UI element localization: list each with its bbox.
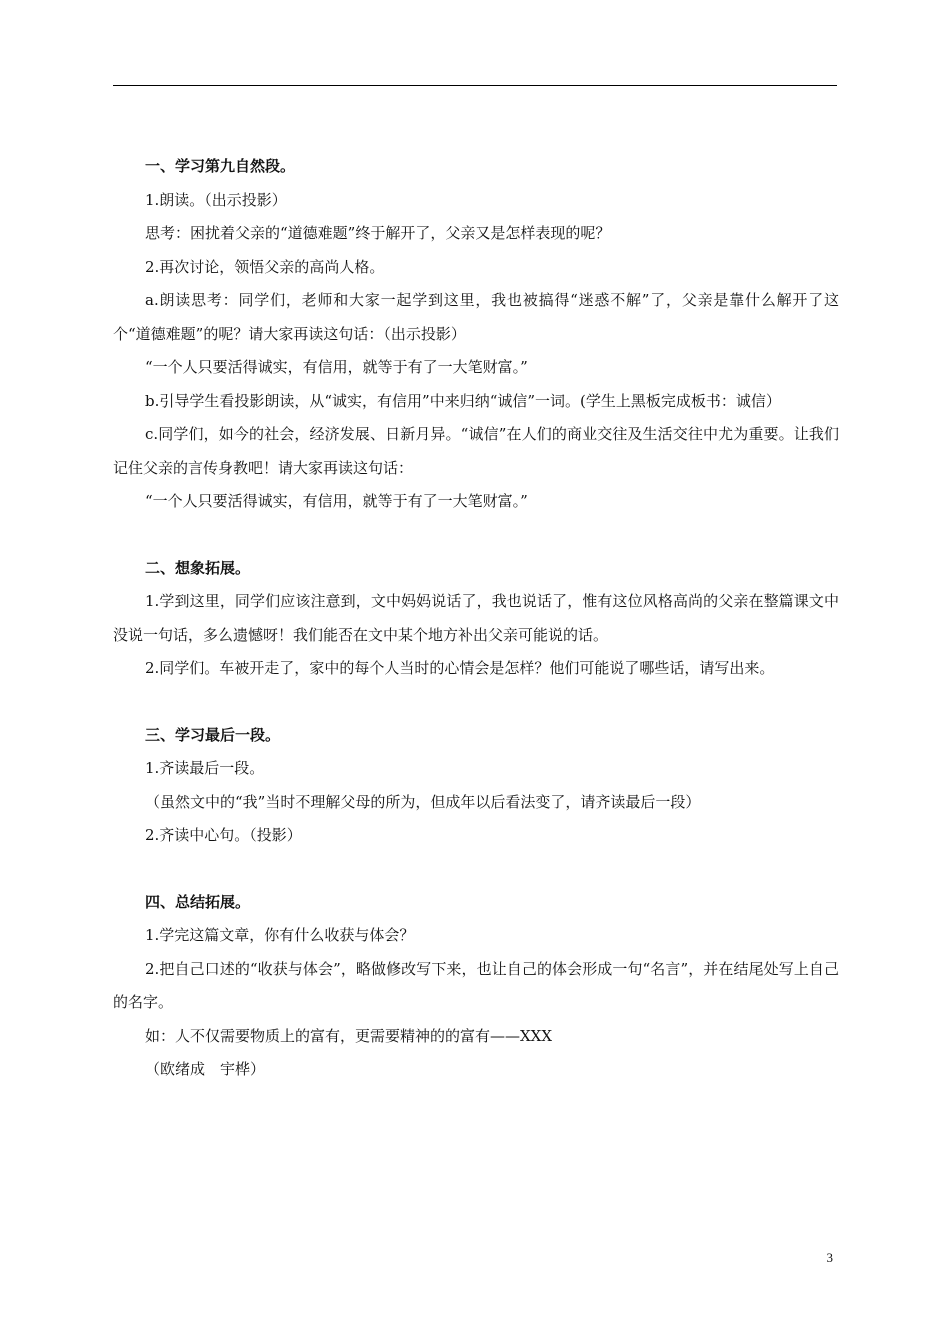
quote: “一个人只要活得诚实，有信用，就等于有了一大笔财富。” xyxy=(145,358,528,376)
paragraph: 2.齐读中心句。（投影） xyxy=(145,826,302,844)
section-1 xyxy=(113,150,839,519)
section-4 xyxy=(113,886,839,1087)
paragraph: 1.学到这里，同学们应该注意到，文中妈妈说话了，我也说话了，惟有这位风格高尚的父亲在整篇课文中没说一句话，多么遗憾呀！我们能否在文中某个地方补出父亲可能说的话。 xyxy=(113,592,839,644)
paragraph: 2.再次讨论，领悟父亲的高尚人格。 xyxy=(145,257,385,276)
paragraph: 思考：困扰着父亲的“道德难题”终于解开了，父亲又是怎样表现的呢？ xyxy=(145,224,611,242)
paragraph: （虽然文中的“我”当时不理解父母的所为，但成年以后看法变了，请齐读最后一段） xyxy=(145,792,701,811)
paragraph: 如：人不仅需要物质上的富有，更需要精神的的富有——XXX xyxy=(145,1026,553,1045)
paragraph: 2.把自己口述的“收获与体会”，略做修改写下来，也让自己的体会形成一句“名言”，并在结尾处写上自己的名字。 xyxy=(113,959,839,1011)
paragraph: c.同学们，如今的社会，经济发展、日新月异。“诚信”在人们的商业交往及生活交往中尤为重要。让我们记住父亲的言传身教吧！请大家再读这句话： xyxy=(113,425,839,477)
header-rule xyxy=(113,85,837,86)
quote: “一个人只要活得诚实，有信用，就等于有了一大笔财富。” xyxy=(145,492,528,510)
section-2 xyxy=(113,552,839,686)
document-body xyxy=(113,150,839,1087)
paragraph: b.引导学生看投影朗读，从“诚实，有信用”中来归纳“诚信”一词。(学生上黑板完成板书：诚信） xyxy=(145,391,781,410)
section-heading: 二、想象拓展。 xyxy=(145,558,251,577)
section-heading: 四、总结拓展。 xyxy=(145,892,251,911)
page-number: 3 xyxy=(826,1250,833,1265)
section-heading: 一、学习第九自然段。 xyxy=(145,157,296,175)
paragraph: 1.朗读。（出示投影） xyxy=(145,190,287,209)
paragraph: a.朗读思考：同学们，老师和大家一起学到这里，我也被搞得“迷惑不解”了，父亲是靠什么解开了这个“道德难题”的呢？请大家再读这句话：（出示投影） xyxy=(113,291,839,343)
paragraph: 1.齐读最后一段。 xyxy=(145,759,265,777)
section-3 xyxy=(113,719,839,853)
paragraph: 2.同学们。车被开走了，家中的每个人当时的心情会是怎样？他们可能说了哪些话，请写出来。 xyxy=(145,659,775,677)
author-credit: （欧绪成 宇桦） xyxy=(145,1060,266,1078)
paragraph: 1.学完这篇文章，你有什么收获与体会？ xyxy=(145,926,415,944)
section-heading: 三、学习最后一段。 xyxy=(145,725,281,744)
